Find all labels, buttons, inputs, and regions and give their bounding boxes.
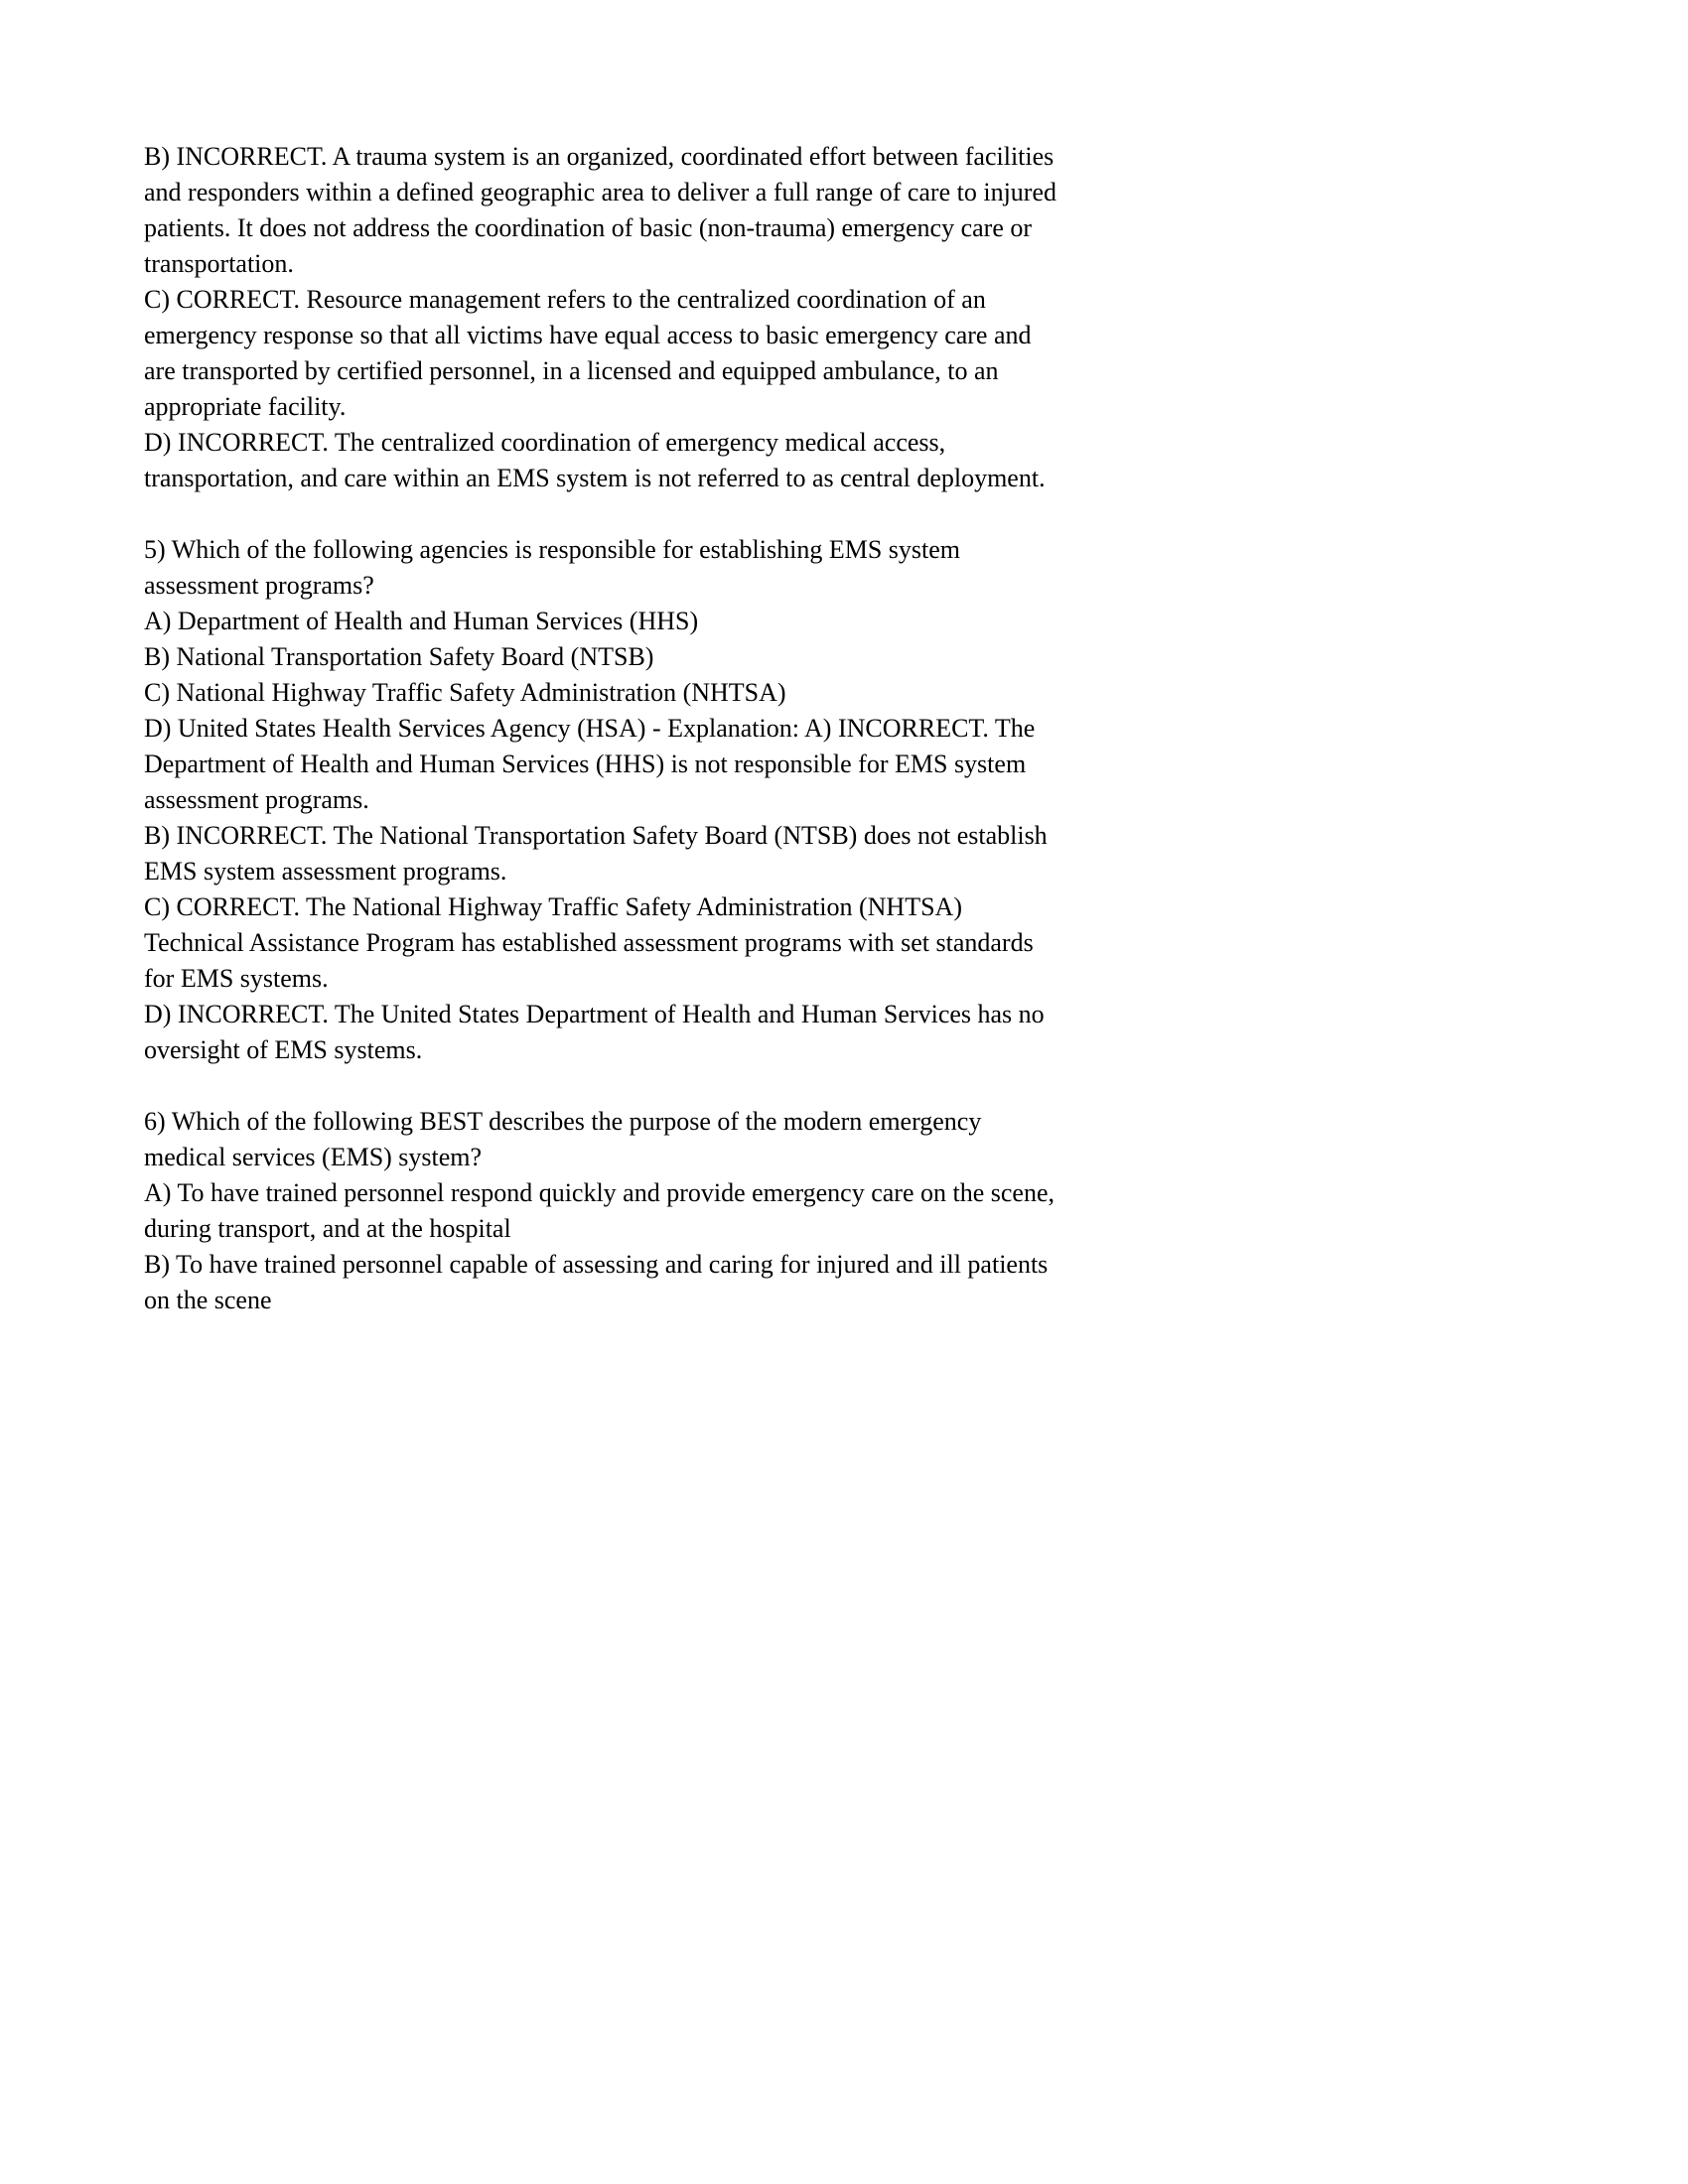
- question5-option-c: C) National Highway Traffic Safety Administration (NHTSA): [144, 678, 786, 707]
- q4-explanation-option-d: D) INCORRECT. The centralized coordination of emergency medical access, transportation, and care within an EMS system is not referred to as central deployment.: [144, 428, 1046, 492]
- question6-option-b: B) To have trained personnel capable of assessing and caring for injured and ill patients on the scene: [144, 1250, 1049, 1314]
- question5-option-d-explanation-a: D) United States Health Services Agency (HSA) - Explanation: A) INCORRECT. The Department of Health and Human Services (HHS) is not responsible for EMS system assessment programs.: [144, 714, 1036, 814]
- question5-text: 5) Which of the following agencies is responsible for establishing EMS system assessment programs?: [144, 535, 960, 600]
- question5-option-b: B) National Transportation Safety Board (NTSB): [144, 642, 654, 671]
- paragraph-spacer: [144, 1068, 1062, 1104]
- q4-explanation-option-c: C) CORRECT. Resource management refers to the centralized coordination of an emergency response so that all victims have equal access to basic emergency care and are transported by certified personnel, in a licensed and equipped ambulance, to an appropriate facility.: [144, 285, 1032, 421]
- question6-text: 6) Which of the following BEST describes the purpose of the modern emergency medical services (EMS) system?: [144, 1107, 982, 1171]
- paragraph-spacer: [144, 496, 1062, 532]
- question5-explanation-c: C) CORRECT. The National Highway Traffic Safety Administration (NHTSA) Technical Assistance Program has established assessment programs with set standards for EMS systems.: [144, 892, 1034, 993]
- question5-explanation-d: D) INCORRECT. The United States Department of Health and Human Services has no oversight of EMS systems.: [144, 1000, 1045, 1064]
- document-text-body: [144, 139, 1062, 1318]
- question5-explanation-b: B) INCORRECT. The National Transportation Safety Board (NTSB) does not establish EMS system assessment programs.: [144, 821, 1048, 886]
- q4-explanation-option-b: B) INCORRECT. A trauma system is an organized, coordinated effort between facilities and responders within a defined geographic area to deliver a full range of care to injured patients. It does not address the coordination of basic (non-trauma) emergency care or transportation.: [144, 142, 1057, 278]
- question6-option-a: A) To have trained personnel respond quickly and provide emergency care on the scene, during transport, and at the hospital: [144, 1178, 1055, 1243]
- question5-option-a: A) Department of Health and Human Services (HHS): [144, 607, 699, 635]
